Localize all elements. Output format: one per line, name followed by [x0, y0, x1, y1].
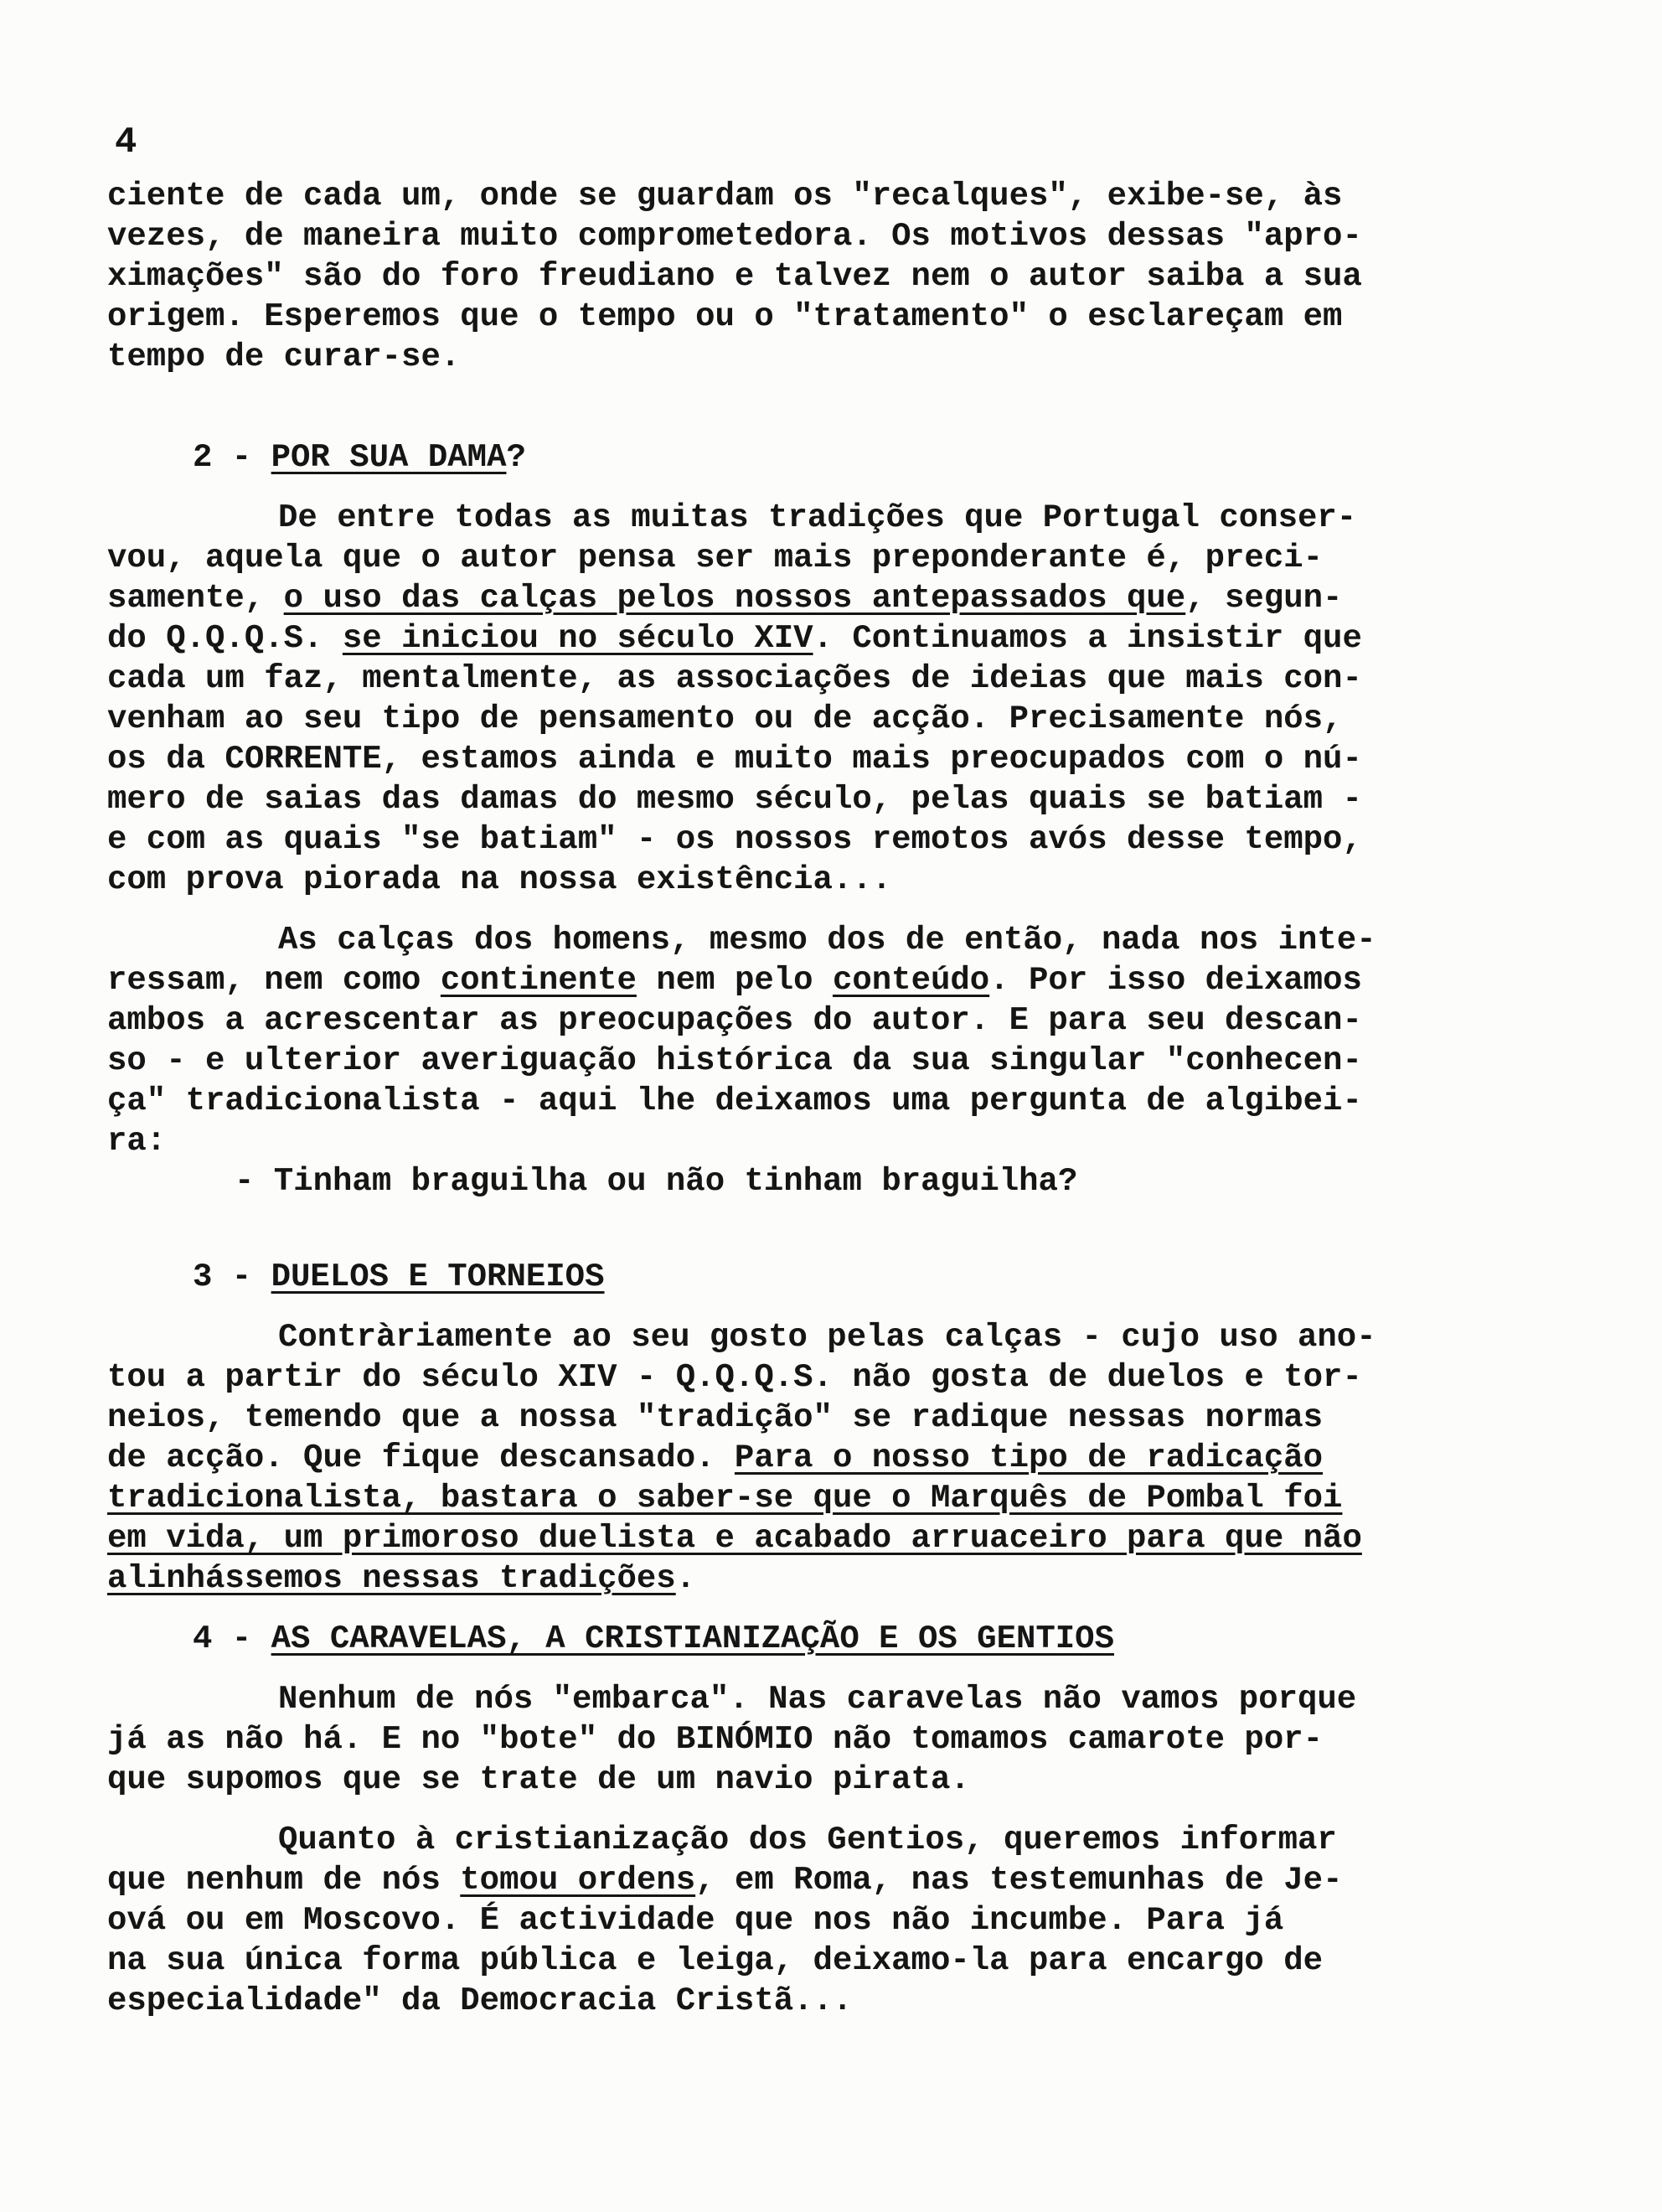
text-segment: As calças dos homens, mesmo dos de então, nada nos inte-: [278, 922, 1376, 959]
text-line: [107, 819, 1362, 860]
text-segment: tempo de curar-se.: [107, 339, 461, 375]
section-heading: [193, 1257, 605, 1297]
text-line: [107, 1478, 1342, 1518]
text-line: [278, 498, 1356, 538]
text-segment: .: [675, 1560, 696, 1597]
text-line: [107, 538, 1323, 578]
text-line: [107, 779, 1362, 819]
text-segment: os da CORRENTE, estamos ainda e muito mais preocupados com o nú-: [107, 741, 1362, 778]
underlined-text: DUELOS E TORNEIOS: [271, 1258, 605, 1295]
text-line: [278, 1679, 1356, 1719]
text-segment: 4 -: [193, 1620, 271, 1657]
text-segment: venham ao seu tipo de pensamento ou de acção. Precisamente nós,: [107, 700, 1343, 737]
text-line: [278, 920, 1376, 960]
text-line: [107, 176, 1342, 216]
text-segment: Quanto à cristianização dos Gentios, queremos informar: [278, 1822, 1337, 1858]
text-segment: mero de saias das damas do mesmo século, pelas quais se batiam -: [107, 781, 1362, 818]
text-segment: De entre todas as muitas tradições que Portugal conser-: [278, 499, 1357, 536]
text-line: [107, 297, 1342, 337]
text-segment: ça" tradicionalista - aqui lhe deixamos uma pergunta de algibei-: [107, 1083, 1362, 1119]
text-line: [107, 1000, 1362, 1041]
text-line: [107, 1941, 1323, 1981]
underlined-text: alinhássemos nessas tradições: [107, 1560, 676, 1597]
section-heading: [193, 437, 526, 478]
text-segment: do Q.Q.Q.S.: [107, 620, 343, 657]
text-line: [107, 1900, 1283, 1941]
text-line: [107, 1121, 166, 1161]
text-segment: que supomos que se trate de um navio pirata.: [107, 1761, 970, 1798]
text-line: [107, 1860, 1342, 1900]
text-segment: de acção. Que fique descansado.: [107, 1439, 735, 1476]
text-line: [107, 1357, 1362, 1398]
text-segment: ová ou em Moscovo. É actividade que nos não incumbe. Para já: [107, 1902, 1284, 1939]
text-line: [107, 256, 1362, 297]
text-line: [278, 1820, 1337, 1860]
text-segment: ra:: [107, 1123, 167, 1160]
text-line: [107, 1081, 1362, 1121]
text-line: [107, 1041, 1362, 1081]
text-segment: e com as quais "se batiam" - os nossos remotos avós desse tempo,: [107, 821, 1362, 858]
text-line: [107, 337, 460, 377]
text-line: [107, 659, 1362, 699]
text-segment: nem pelo: [636, 962, 833, 999]
text-segment: ciente de cada um, onde se guardam os "recalques", exibe-se, às: [107, 178, 1343, 214]
text-segment: Contràriamente ao seu gosto pelas calças - cujo uso ano-: [278, 1319, 1376, 1356]
text-segment: - Tinham braguilha ou não tinham braguilha?: [235, 1163, 1078, 1200]
text-line: [107, 1558, 695, 1599]
text-line: [107, 618, 1362, 659]
text-segment: ximações" são do foro freudiano e talvez nem o autor saiba a sua: [107, 258, 1362, 295]
text-line: [107, 578, 1342, 618]
text-segment: neios, temendo que a nossa "tradição" se radique nessas normas: [107, 1399, 1324, 1436]
page-number: 4: [115, 121, 137, 163]
text-line: [235, 1161, 1077, 1202]
text-line: [107, 960, 1362, 1000]
underlined-text: o uso das calças pelos nossos antepassados que: [283, 580, 1186, 617]
text-segment: Nenhum de nós "embarca". Nas caravelas não vamos porque: [278, 1681, 1357, 1718]
text-line: [107, 1518, 1362, 1558]
text-line: [107, 860, 891, 900]
underlined-text: conteúdo: [832, 962, 990, 999]
text-line: [107, 1438, 1323, 1478]
text-line: [107, 1398, 1323, 1438]
text-line: [107, 1760, 970, 1800]
underlined-text: Para o nosso tipo de radicação: [734, 1439, 1324, 1476]
text-segment: so - e ulterior averiguação histórica da sua singular "conhecen-: [107, 1042, 1362, 1079]
underlined-text: AS CARAVELAS, A CRISTIANIZAÇÃO E OS GENTIOS: [271, 1620, 1114, 1657]
text-segment: tou a partir do século XIV - Q.Q.Q.S. não gosta de duelos e tor-: [107, 1359, 1362, 1396]
text-segment: origem. Esperemos que o tempo ou o "tratamento" o esclareçam em: [107, 298, 1343, 335]
text-segment: vou, aquela que o autor pensa ser mais preponderante é, preci-: [107, 540, 1324, 576]
text-line: [107, 1981, 852, 2021]
section-heading: [193, 1619, 1114, 1659]
underlined-text: tradicionalista, bastara o saber-se que o Marquês de Pombal foi: [107, 1480, 1343, 1517]
underlined-text: tomou ordens: [460, 1862, 696, 1899]
underlined-text: continente: [440, 962, 637, 999]
text-segment: especialidade" da Democracia Cristã...: [107, 1982, 853, 2019]
text-segment: . Por isso deixamos: [989, 962, 1362, 999]
text-segment: . Continuamos a insistir que: [813, 620, 1362, 657]
text-segment: ambos a acrescentar as preocupações do autor. E para seu descan-: [107, 1002, 1362, 1039]
text-segment: na sua única forma pública e leiga, deixamo-la para encargo de: [107, 1942, 1324, 1979]
text-segment: , segun-: [1185, 580, 1343, 617]
text-segment: ressam, nem como: [107, 962, 441, 999]
text-segment: cada um faz, mentalmente, as associações de ideias que mais con-: [107, 660, 1362, 697]
text-line: [278, 1317, 1376, 1357]
text-line: [107, 739, 1362, 779]
underlined-text: em vida, um primoroso duelista e acabado arruaceiro para que não: [107, 1520, 1362, 1557]
underlined-text: se iniciou no século XIV: [342, 620, 813, 657]
text-segment: ?: [506, 439, 526, 476]
text-segment: que nenhum de nós: [107, 1862, 461, 1899]
text-segment: , em Roma, nas testemunhas de Je-: [695, 1862, 1343, 1899]
text-line: [107, 216, 1362, 256]
text-segment: com prova piorada na nossa existência...: [107, 861, 892, 898]
text-segment: 3 -: [193, 1258, 271, 1295]
underlined-text: POR SUA DAMA: [271, 439, 507, 476]
text-segment: vezes, de maneira muito comprometedora. Os motivos dessas "apro-: [107, 218, 1362, 255]
text-line: [107, 1719, 1323, 1760]
text-segment: já as não há. E no "bote" do BINÓMIO não tomamos camarote por-: [107, 1721, 1324, 1758]
text-segment: 2 -: [193, 439, 271, 476]
text-segment: samente,: [107, 580, 284, 617]
text-line: [107, 699, 1342, 739]
